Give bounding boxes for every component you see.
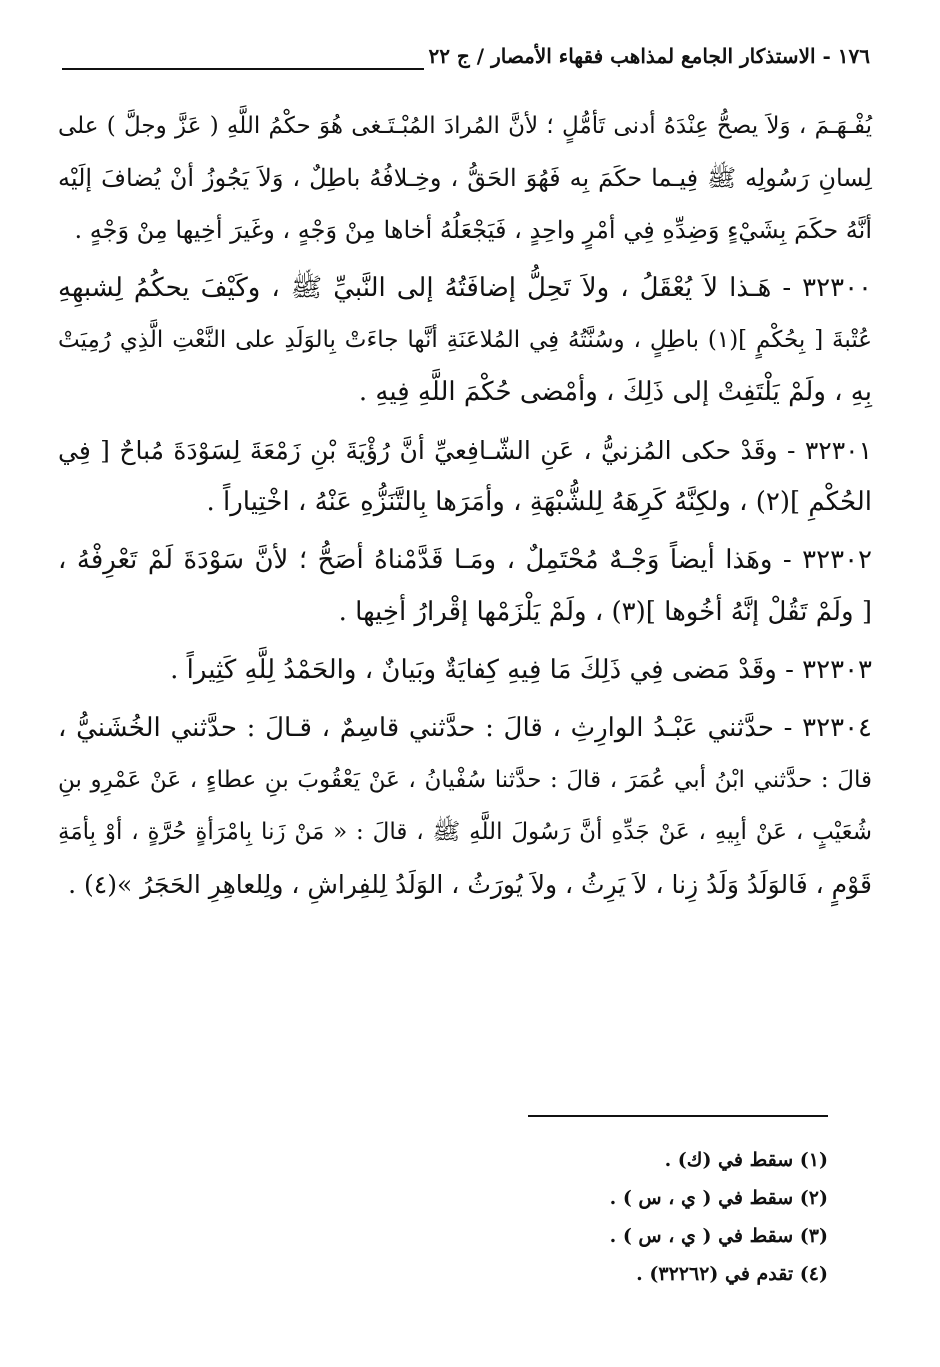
text-line: بِهِ ، ولَمْ يَلْتَفِتْ إلى ذَلِكَ ، وأمْضى حُكْمَ اللَّهِ فِيهِ . xyxy=(358,377,872,407)
text-line: قالَ : حدَّثني ابْنُ أبي عُمَرَ ، قالَ : حدَّثنا سُفْيانُ ، عَنْ يَعْقُوبَ بنِ عطاءٍ ، عَنْ عَمْرِو بنِ xyxy=(58,767,872,793)
running-title: ١٧٦ - الاستذكار الجامع لمذاهب فقهاء الأمصار / ج ٢٢ xyxy=(428,44,870,68)
text-line: لِسانِ رَسُولِه ﷺ فِيـما حكَمَ بِه فَهُوَ الحَقُّ ، وخِـلافُهُ باطِلٌ ، وَلاَ يَجُوزُ أنْ يُضافَ إلَيْه xyxy=(58,164,872,192)
text-line: [ ولَمْ تَقُلْ إنَّهُ أخُوها ](٣) ، ولَمْ يَلْزَمْها إقْرارُ أخِيها . xyxy=(338,597,872,627)
text-line: أنَّهُ حكَمَ بِشَيْءٍ وَضِدِّهِ فِي أمْرٍ واحِدٍ ، فَيَجْعَلُهُ أخاها مِنْ وَجْهٍ ، وغَيرَ أخِيها مِنْ وَجْهٍ . xyxy=(74,216,872,244)
text-line: عُتْبةَ [ بِحُكْمٍ ](١) باطِلٍ ، وسُنَّتُهُ فِي المُلاعَنَةِ أنَّها جاءَتْ بِالوَلَدِ على النَّعْتِ الَّذِي رُمِيَتْ xyxy=(58,327,872,353)
paragraph-32301: ٣٢٣٠١ - وقَدْ حكى المُزنيُّ ، عَنِ الشّـافِعيِّ أنَّ رُؤْيَةَ بْنِ زَمْعَةَ لِسَوْدَةَ مُباحٌ [ فِي xyxy=(58,436,872,465)
page-header xyxy=(62,40,870,80)
footnote-3: (٣) سقط في ( ي ، س ) . xyxy=(609,1225,828,1247)
footnote-1: (١) سقط في (ك) . xyxy=(664,1149,828,1171)
paragraph-32304: ٣٢٣٠٤ - حدَّثني عَبْـدُ الوارِثِ ، قالَ : حدَّثني قاسِمٌ ، قـالَ : حدَّثني الخُشَنيُّ ، xyxy=(58,713,872,743)
paragraph-32302: ٣٢٣٠٢ - وهَذا أيضاً وَجْـهٌ مُحْتَمِلٌ ، ومَـا قَدَّمْناهُ أصَحُّ ؛ لأنَّ سَوْدَةَ لَمْ تَعْرِفْهُ ، xyxy=(58,545,872,575)
main-text xyxy=(58,112,872,922)
header-rule xyxy=(62,68,424,70)
text-line: الحُكْمِ ](٢) ، ولكِنَّهُ كَرِهَهُ لِلشُّبْهَةِ ، وأمَرَها بِالتَّنَزُّهِ عَنْهُ ، اخْتِياراً . xyxy=(206,487,872,517)
text-line: يُفْـهَـمَ ، وَلاَ يصحُّ عِنْدَهُ أدنى تَأمُّلٍ ؛ لأنَّ المُرادَ المُبْـتَـغى هُوَ حكْمُ اللَّهِ ( عَزَّ وجلَّ ) على xyxy=(58,113,872,139)
footnotes xyxy=(328,1148,828,1300)
paragraph-32300: ٣٢٣٠٠ - هَـذا لاَ يُعْقَلُ ، ولاَ تَحِلُّ إضافَتُهُ إلى النَّبيِّ ﷺ ، وكَيْفَ يحكُمُ لِشبهِهِ xyxy=(58,273,872,303)
footnote-4: (٤) تقدم في (٣٢٢٦٢) . xyxy=(636,1263,828,1285)
paragraph-32303: ٣٢٣٠٣ - وقَدْ مَضى فِي ذَلِكَ مَا فِيهِ كِفايَةٌ وبَيانٌ ، والحَمْدُ لِلَّهِ كَثِيراً . xyxy=(170,655,872,685)
text-line: شُعَيْبٍ ، عَنْ أبِيهِ ، عَنْ جَدِّهِ أنَّ رَسُولَ اللَّهِ ﷺ ، قالَ : « مَنْ زَنا بِامْرَأةٍ حُرَّةٍ ، أوْ بِأمَةِ xyxy=(58,819,872,845)
text-line: قَوْمٍ ، فَالوَلَدُ وَلَدُ زِنا ، لاَ يَرِثُ ، ولاَ يُورَثُ ، الوَلَدُ لِلفِراشِ ، ولِلعاهِرِ الحَجَرُ »(٤) . xyxy=(68,870,872,899)
footnote-2: (٢) سقط في ( ي ، س ) . xyxy=(609,1187,828,1209)
footnote-rule xyxy=(528,1115,828,1117)
